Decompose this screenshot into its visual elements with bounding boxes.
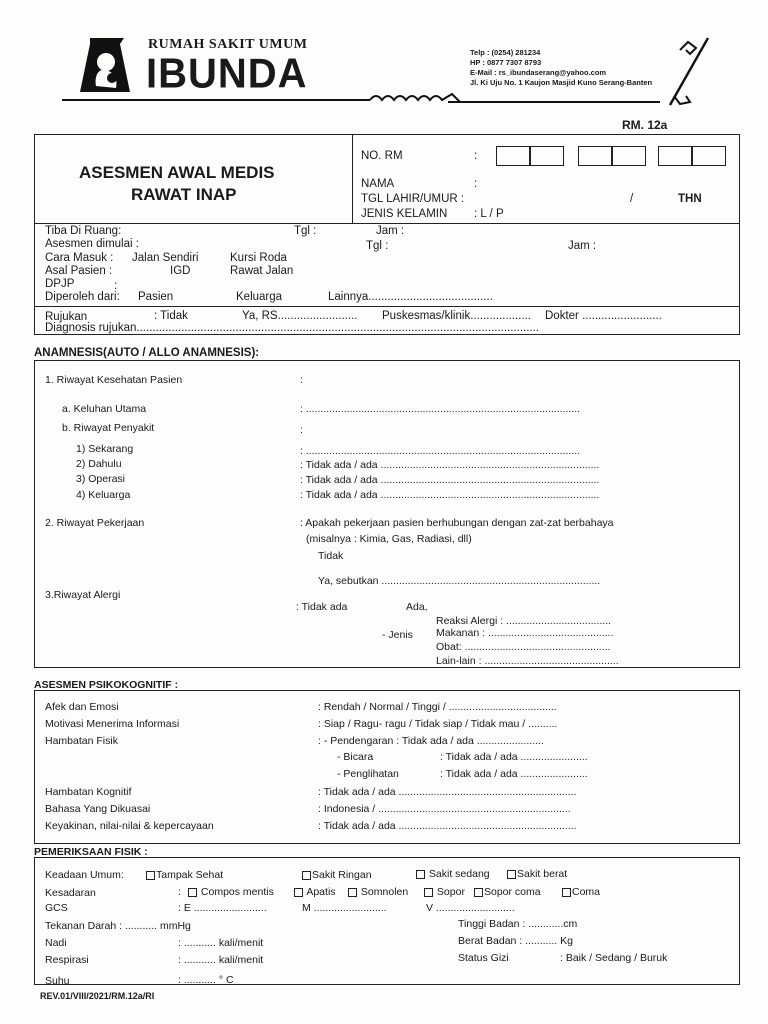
kes-sopor[interactable] [424, 886, 465, 898]
gcs-label: GCS [45, 902, 68, 914]
no-rm-colon: : [474, 150, 478, 162]
asal-pasien-rawat-jalan[interactable]: Rawat Jalan [230, 265, 294, 277]
form-code: RM. 12a [622, 118, 668, 132]
reaksi-alergi-field[interactable]: Reaksi Alergi : .................................... [436, 615, 612, 627]
tiba-tgl-label: Tgl : [294, 225, 317, 237]
obat-field[interactable]: Obat: .................................................. [436, 641, 611, 653]
no-rm-box-4[interactable] [612, 146, 646, 166]
tiba-label: Tiba Di Ruang: [45, 225, 122, 237]
jenis-kelamin-label: JENIS KELAMIN [361, 208, 448, 220]
tiba-jam-label: Jam : [376, 225, 405, 237]
bahasa-label: Bahasa Yang Dikuasai [45, 803, 151, 815]
diperoleh-keluarga[interactable]: Keluarga [236, 291, 283, 303]
pekerjaan-tidak-option[interactable]: Tidak [318, 550, 344, 562]
afek-label: Afek dan Emosi [45, 701, 119, 713]
riwayat-pekerjaan-question: : Apakah pekerjaan pasien berhubungan dengan zat-zat berbahaya [300, 517, 614, 529]
psikokognitif-heading: ASESMEN PSIKOKOGNITIF : [34, 679, 179, 691]
diperoleh-pasien[interactable]: Pasien [138, 291, 174, 303]
no-rm-box-5[interactable] [658, 146, 692, 166]
riwayat-kesehatan-label: 1. Riwayat Kesehatan Pasien [45, 374, 183, 386]
contact-email: E-Mail : rs_ibundaserang@yahoo.com [470, 68, 607, 77]
asal-pasien-igd[interactable]: IGD [170, 265, 191, 277]
riwayat-pekerjaan-example: (misalnya : Kimia, Gas, Radiasi, dll) [306, 533, 472, 545]
checkbox-icon [348, 888, 357, 897]
form-title-line2: RAWAT INAP [131, 185, 237, 204]
keadaan-umum-label: Keadaan Umum: [45, 869, 124, 881]
contact-address: Jl. Ki Uju No. 1 Kaujon Masjid Kuno Serang-Banten [470, 78, 653, 87]
ku-tampak-sehat-label: Tampak Sehat [156, 869, 224, 881]
kes-coma-label: Coma [572, 886, 601, 898]
pemeriksaan-fisik-heading: PEMERIKSAAN FISIK : [34, 846, 148, 858]
rujukan-label: Rujukan [45, 311, 88, 323]
gcs-v-field[interactable]: V ........................... [426, 902, 515, 914]
ku-sakit-berat[interactable] [507, 868, 567, 880]
contact-hp: HP : 0877 7307 8793 [470, 58, 542, 67]
riwayat-penyakit-colon: : [300, 424, 303, 436]
cara-masuk-label: Cara Masuk : [45, 252, 114, 264]
checkbox-icon [424, 888, 433, 897]
kes-sopor-coma-label: Sopor coma [484, 886, 541, 898]
riwayat-kesehatan-colon: : [300, 374, 303, 386]
tinggi-badan-field[interactable]: Tinggi Badan : ............cm [458, 918, 578, 930]
nadi-field[interactable]: : ........... kali/menit [178, 937, 264, 949]
nadi-label: Nadi [45, 937, 67, 949]
kes-somnolen[interactable] [348, 886, 408, 898]
ku-sakit-sedang[interactable] [416, 868, 490, 880]
cara-masuk-jalan-sendiri[interactable]: Jalan Sendiri [132, 252, 199, 264]
kes-apatis[interactable] [294, 886, 336, 898]
diperoleh-lainnya[interactable]: Lainnya....................................... [328, 291, 493, 303]
riwayat-pekerjaan-label: 2. Riwayat Pekerjaan [45, 517, 145, 529]
motivasi-field[interactable]: : Siap / Ragu- ragu / Tidak siap / Tidak mau / .......... [318, 718, 558, 730]
kes-sopor-coma[interactable] [474, 886, 541, 898]
checkbox-icon [507, 870, 516, 879]
ku-sakit-ringan-label: Sakit Ringan [312, 869, 372, 881]
form-title-line1: ASESMEN AWAL MEDIS [79, 163, 275, 182]
kes-compos-mentis[interactable] [188, 886, 274, 898]
rujukan-tidak[interactable]: : Tidak [154, 310, 188, 322]
checkbox-icon [474, 888, 483, 897]
no-rm-box-2[interactable] [530, 146, 564, 166]
ku-sakit-ringan[interactable] [302, 869, 372, 881]
keluhan-utama-label: a. Keluhan Utama [62, 403, 147, 415]
suhu-field[interactable]: : ........... ° C [178, 974, 234, 986]
kes-somnolen-label: Somnolen [360, 886, 409, 898]
hospital-name: IBUNDA [146, 50, 308, 98]
tekanan-darah-field[interactable]: Tekanan Darah : ........... mmHg [45, 920, 191, 932]
keyakinan-label: Keyakinan, nilai-nilai & kepercayaan [45, 820, 214, 832]
checkbox-icon [146, 871, 155, 880]
berat-badan-field[interactable]: Berat Badan : ........... Kg [458, 935, 573, 947]
asesmen-tgl-label: Tgl : [366, 240, 389, 252]
tgl-lahir-slash: / [630, 193, 634, 205]
asesmen-jam-label: Jam : [568, 240, 597, 252]
no-rm-box-6[interactable] [692, 146, 726, 166]
title-divider [352, 134, 353, 224]
diagnosis-rujukan[interactable]: Diagnosis rujukan.............................................................................................................................. [45, 322, 539, 334]
kesadaran-label: Kesadaran [45, 887, 96, 899]
penglihatan-label: - Penglihatan [337, 768, 399, 780]
checkbox-icon [416, 870, 425, 879]
pendengaran-field[interactable]: : - Pendengaran : Tidak ada / ada ....................... [318, 735, 544, 747]
rujukan-divider [34, 306, 740, 307]
status-gizi-label: Status Gizi [458, 952, 509, 964]
lain-lain-field[interactable]: Lain-lain : .............................................. [436, 655, 619, 667]
asal-pasien-label: Asal Pasien : [45, 265, 113, 277]
bicara-label: - Bicara [337, 751, 374, 763]
ku-sakit-berat-label: Sakit berat [517, 868, 568, 880]
header-ornament [60, 30, 720, 125]
kes-coma[interactable] [562, 886, 600, 898]
sekarang-label: 1) Sekarang [76, 443, 134, 455]
riwayat-penyakit-label: b. Riwayat Penyakit [62, 422, 155, 434]
hambatan-fisik-label: Hambatan Fisik [45, 735, 118, 747]
afek-field[interactable]: : Rendah / Normal / Tinggi / ..................................... [318, 701, 557, 713]
kesadaran-colon: : [178, 886, 181, 898]
tgl-lahir-label: TGL LAHIR/UMUR : [361, 193, 465, 205]
jenis-kelamin-value[interactable]: : L / P [474, 208, 504, 220]
operasi-field[interactable]: : Tidak ada / ada ........................................................................... [300, 474, 600, 486]
jenis-alergi-label: - Jenis [382, 629, 413, 641]
keluarga-field[interactable]: : Tidak ada / ada ........................................................................... [300, 489, 600, 501]
asesmen-dimulai-label: Asesmen dimulai : [45, 238, 139, 250]
gcs-e-field[interactable]: : E ......................... [178, 902, 267, 914]
hambatan-kognitif-label: Hambatan Kognitif [45, 786, 132, 798]
hospital-type: RUMAH SAKIT UMUM [148, 37, 308, 52]
status-gizi-field[interactable]: : Baik / Sedang / Buruk [560, 952, 668, 964]
dahulu-label: 2) Dahulu [76, 458, 122, 470]
cara-masuk-kursi-roda[interactable]: Kursi Roda [230, 252, 287, 264]
suhu-label: Suhu [45, 975, 70, 987]
contact-phone: Telp : (0254) 281234 [470, 48, 541, 57]
motivasi-label: Motivasi Menerima Informasi [45, 718, 180, 730]
penglihatan-field[interactable]: : Tidak ada / ada ....................... [440, 768, 588, 780]
respirasi-field[interactable]: : ........... kali/menit [178, 954, 264, 966]
nama-label: NAMA [361, 178, 395, 190]
respirasi-label: Respirasi [45, 954, 89, 966]
checkbox-icon [302, 871, 311, 880]
gcs-m-field[interactable]: M ......................... [302, 902, 387, 914]
keluhan-utama-field[interactable]: : .............................................................................................. [300, 403, 581, 415]
makanan-field[interactable]: Makanan : ........................................... [436, 627, 614, 639]
kes-compos-mentis-label: Compos mentis [200, 886, 274, 898]
kes-apatis-label: Apatis [306, 886, 336, 898]
no-rm-box-1[interactable] [496, 146, 530, 166]
no-rm-box-3[interactable] [578, 146, 612, 166]
operasi-label: 3) Operasi [76, 473, 126, 485]
dpjp-colon: : [114, 280, 118, 292]
ku-sakit-sedang-label: Sakit sedang [428, 868, 490, 880]
anamnesis-heading: ANAMNESIS(AUTO / ALLO ANAMNESIS): [34, 347, 260, 359]
nama-colon: : [474, 178, 478, 190]
keyakinan-field[interactable]: : Tidak ada / ada ............................................................. [318, 820, 577, 832]
alergi-ada[interactable]: Ada, [406, 601, 428, 613]
checkbox-icon [294, 888, 303, 897]
rujukan-dokter[interactable]: Dokter ......................... [545, 310, 662, 322]
riwayat-alergi-label: 3.Riwayat Alergi [45, 589, 121, 601]
sekarang-field[interactable]: : .............................................................................................. [300, 445, 581, 457]
rujukan-puskesmas[interactable]: Puskesmas/klinik................... [382, 310, 531, 322]
checkbox-icon [188, 888, 197, 897]
no-rm-label: NO. RM [361, 150, 403, 162]
diperoleh-label: Diperoleh dari: [45, 291, 120, 303]
bicara-field[interactable]: : Tidak ada / ada ....................... [440, 751, 588, 763]
rujukan-ya-rs[interactable]: Ya, RS......................... [242, 310, 358, 322]
hambatan-kognitif-field[interactable]: : Tidak ada / ada ............................................................. [318, 786, 577, 798]
alergi-tidak-ada[interactable]: : Tidak ada [296, 601, 348, 613]
thn-label: THN [678, 193, 702, 205]
dahulu-field[interactable]: : Tidak ada / ada ........................................................................... [300, 459, 600, 471]
dpjp-label: DPJP [45, 278, 75, 290]
keluarga-label: 4) Keluarga [76, 489, 131, 501]
ku-tampak-sehat[interactable] [146, 869, 223, 881]
revision-code: REV.01/VIII/2021/RM.12a/RI [40, 991, 155, 1001]
pekerjaan-ya-field[interactable]: Ya, sebutkan ........................................................................... [318, 575, 601, 587]
kes-sopor-label: Sopor [436, 886, 465, 898]
checkbox-icon [562, 888, 571, 897]
bahasa-field[interactable]: : Indonesia / .................................................................. [318, 803, 571, 815]
